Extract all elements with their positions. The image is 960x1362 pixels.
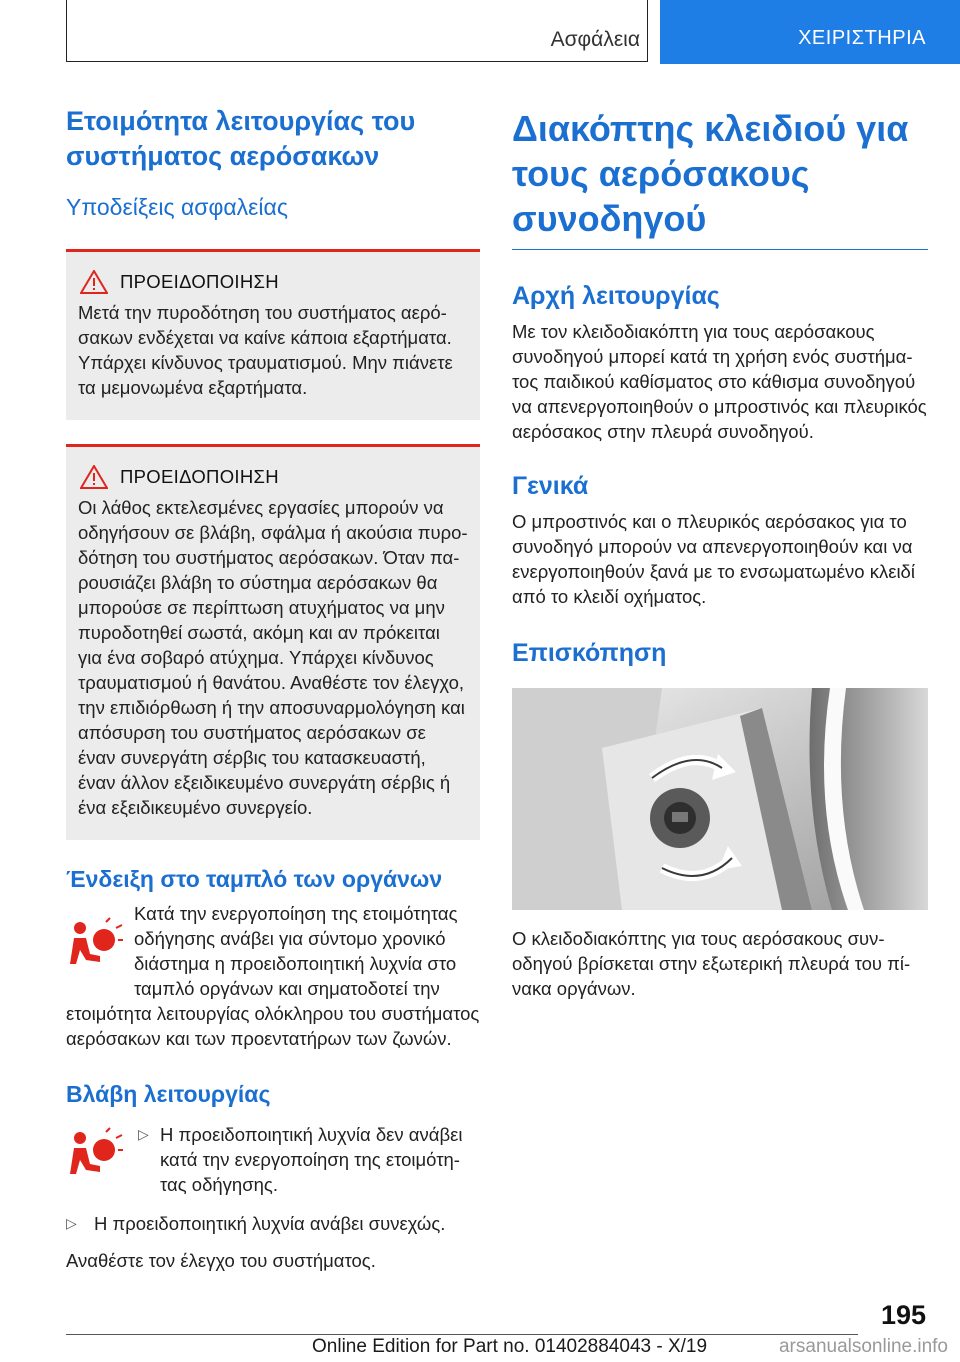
warning-triangle-icon (80, 270, 108, 294)
left-column (66, 100, 480, 1273)
warning-box-2 (66, 444, 480, 840)
key-switch-photo (512, 688, 928, 910)
page-number: 195 (880, 1300, 926, 1330)
warning-label: ΠΡΟΕΙΔΟΠΟΙΗΣΗ (120, 466, 279, 487)
fault-block (66, 1122, 480, 1197)
bullet-triangle-icon: ▷ (66, 1215, 77, 1231)
airbag-warning-icon (66, 909, 124, 981)
right-column (512, 100, 928, 1001)
general-heading: Γενικά (512, 472, 589, 500)
header-section: Ασφάλεια (550, 28, 640, 51)
display-heading: Ένδειξη στο ταμπλό των οργάνων (66, 866, 443, 892)
section-subtitle: Υποδείξεις ασφαλείας (66, 194, 288, 220)
warning-triangle-icon (80, 465, 108, 489)
fault-heading: Βλάβη λειτουργίας (66, 1081, 271, 1107)
fault-bullet-text: Η προειδοποιητική λυχνία ανάβει συνεχώς. (94, 1213, 446, 1234)
section-title: Ετοιμότητα λειτουργίας του συστήματος αερόσακων (66, 106, 416, 171)
general-text: Ο μπροστινός και ο πλευρικός αερόσακος για το συνοδηγό μπορούν να απενεργοποιηθούν και να ενεργοποιηθούν ξανά με το ενσωματωμένο κλειδί από το κλειδί οχήματος. (512, 511, 915, 607)
footer-edition: Online Edition for Part no. 01402884043 - X/19 (312, 1336, 708, 1357)
principle-text: Με τον κλειδοδιακόπτη για τους αερόσακους συνοδηγού μπορεί κατά τη χρήση ενός συστήματος παιδικού καθίσματος στο κάθισμα συνοδηγού να απενεργοποιηθούν ο μπροστινός και πλευρικός αερόσακος στην πλευρά συνοδηγού. (512, 321, 927, 442)
display-text: Κατά την ενεργοποίηση της ετοιμότητας οδήγησης ανάβει για σύντομο χρονικό διάστημα η προειδοποιητική λυχνία στο ταμπλό οργάνων και σηματοδοτεί την ετοιμότητα λειτουργίας ολόκληρου του συστήματος αερόσακων και των προεντατήρων των ζωνών. (66, 903, 480, 1049)
footer-watermark: arsanualsonline.info (778, 1336, 948, 1357)
fault-bullet (138, 1122, 480, 1197)
overview-heading: Επισκόπηση (512, 639, 667, 667)
bullet-triangle-icon: ▷ (138, 1126, 149, 1142)
key-switch-illustration (512, 688, 928, 910)
display-block (66, 901, 480, 1051)
principle-heading: Αρχή λειτουργίας (512, 282, 720, 310)
warning-text: Μετά την πυροδότηση του συστήματος αερόσακων ενδέχεται να καίνε κάποια εξαρτήματα. Υπάρχει κίνδυνος τραυματισμού. Μην πιάνετε τα μεμονωμένα εξαρτήματα. (78, 302, 453, 398)
airbag-warning-icon (66, 1126, 124, 1184)
header-tab-label: ΧΕΙΡΙΣΤΗΡΙΑ (798, 27, 926, 49)
warning-text: Οι λάθος εκτελεσμένες εργασίες μπορούν να οδηγήσουν σε βλάβη, σφάλμα ή ακούσια πυροδότηση του συστήματος αερόσακων. Όταν παρουσιάζει βλάβη το σύστημα αερόσακων θα μπορούσε σε περίπτωση ατυχήματος να μην πυροδοτηθεί σωστά, ακόμη και αν πρόκειται για ένα σοβαρό ατύχημα. Υπάρχει κίνδυνος τραυματισμού ή θανάτου. Αναθέστε τον έλεγχο, την επιδιόρθωση ή την αποσυναρμολόγηση και απόσυρση του συστήματος αερόσακων σε έναν συνεργάτη σέρβις του κατασκευαστή, έναν άλλον εξειδικευμένο συνεργάτη σέρβις ή ένα εξειδικευμένο συνεργείο. (78, 497, 468, 818)
header-tab[interactable] (660, 0, 960, 64)
warning-box-1 (66, 249, 480, 420)
overview-text: Ο κλειδοδιακόπτης για τους αερόσακους συνοδηγού βρίσκεται στην εξωτερική πλευρά του πίνακα οργάνων. (512, 928, 911, 999)
fault-text: Αναθέστε τον έλεγχο του συστήματος. (66, 1250, 376, 1271)
fault-bullet (66, 1211, 480, 1236)
footer-rule (66, 1334, 858, 1335)
warning-label: ΠΡΟΕΙΔΟΠΟΙΗΣΗ (120, 271, 279, 292)
section-title: Διακόπτης κλειδιού για τους αερόσακους συνοδηγού (512, 108, 909, 239)
page-header (0, 0, 960, 64)
fault-bullet-text: Η προειδοποιητική λυχνία δεν ανάβει κατά την ενεργοποίηση της ετοιμότητας οδήγησης. (160, 1124, 463, 1195)
title-rule (512, 249, 928, 250)
